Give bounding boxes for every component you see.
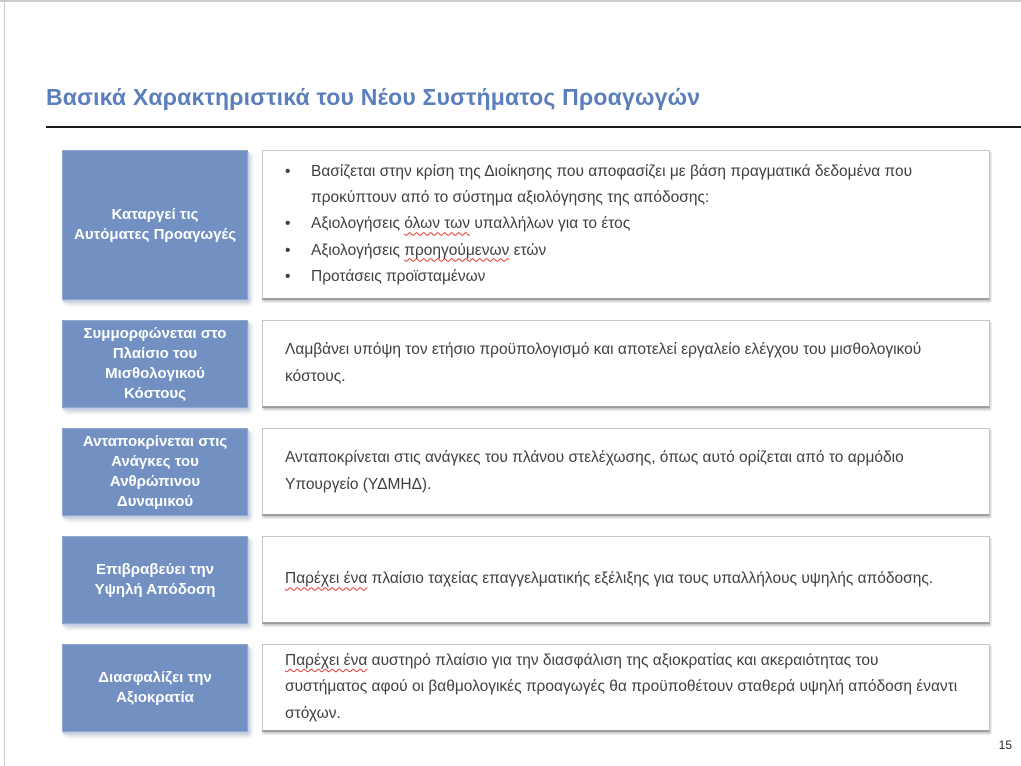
feature-rows bbox=[62, 150, 990, 732]
feature-label-box bbox=[62, 536, 248, 624]
slide-top-border bbox=[0, 0, 1021, 2]
content-paragraph bbox=[285, 445, 963, 498]
bullet-text bbox=[311, 238, 963, 264]
bullet-item bbox=[285, 264, 963, 290]
page-number: 15 bbox=[998, 738, 1012, 752]
content-paragraph bbox=[285, 337, 963, 390]
bullet-item bbox=[285, 238, 963, 264]
feature-content-box bbox=[262, 536, 990, 624]
bullet-list bbox=[285, 159, 963, 291]
content-paragraph bbox=[285, 648, 963, 727]
text-segment: Λαμβάνει υπόψη τον ετήσιο προϋπολογισμό και αποτελεί εργαλείο ελέγχου του μισθολογικού κόστους. bbox=[285, 341, 922, 385]
feature-content-box bbox=[262, 644, 990, 732]
bullet-text bbox=[311, 264, 963, 290]
misspelled-text: όλων των bbox=[404, 215, 471, 233]
feature-label-text: Διασφαλίζει την Αξιοκρατία bbox=[98, 668, 212, 706]
feature-label-box bbox=[62, 644, 248, 732]
feature-label-text: Καταργεί τις Αυτόματες Προαγωγές bbox=[73, 205, 237, 243]
text-segment: υπαλλήλων για το έτος bbox=[470, 215, 631, 233]
feature-content-box bbox=[262, 320, 990, 408]
bullet-item bbox=[285, 211, 963, 237]
bullet-icon: • bbox=[285, 215, 291, 233]
feature-content-box bbox=[262, 428, 990, 516]
text-segment: Αξιολογήσεις bbox=[311, 215, 405, 233]
feature-row bbox=[62, 644, 990, 732]
text-segment: Ανταποκρίνεται στις ανάγκες του πλάνου στελέχωσης, όπως αυτό ορίζεται από το αρμόδιο Υπουργείο (ΥΔΜΗΔ). bbox=[285, 449, 904, 493]
bullet-text bbox=[311, 159, 963, 212]
feature-label-text: Επιβραβεύει την Υψηλή Απόδοση bbox=[94, 560, 216, 598]
content-paragraph bbox=[285, 566, 963, 592]
bullet-text bbox=[311, 211, 963, 237]
misspelled-text: Παρέχει ένα bbox=[285, 651, 368, 669]
bullet-icon: • bbox=[285, 241, 291, 259]
text-segment: ετών bbox=[509, 241, 547, 259]
slide-left-border bbox=[4, 0, 5, 766]
feature-row bbox=[62, 150, 990, 300]
text-segment: πλαίσιο ταχείας επαγγελματικής εξέλιξης για τους υπαλλήλους υψηλής απόδοσης. bbox=[367, 570, 934, 588]
bullet-icon: • bbox=[285, 268, 291, 286]
feature-label-box bbox=[62, 428, 248, 516]
text-segment: Βασίζεται στην κρίση της Διοίκησης που αποφασίζει με βάση πραγματικά δεδομένα που προκύπτουν από το σύστημα αξιολόγησης της απόδοσης: bbox=[311, 162, 913, 206]
feature-label-box bbox=[62, 320, 248, 408]
misspelled-text: προηγούμενων bbox=[404, 241, 510, 259]
feature-label-text: Ανταποκρίνεται στις Ανάγκες του Ανθρώπινου Δυναμικού bbox=[82, 432, 228, 511]
text-segment: Αξιολογήσεις bbox=[311, 241, 405, 259]
misspelled-text: Παρέχει ένα bbox=[285, 570, 368, 588]
text-segment: αυστηρό πλαίσιο για την διασφάλιση της αξιοκρατίας και ακεραιότητας του συστήματος αφού οι βαθμολογικές προαγωγές θα προϋποθέτουν σταθερά υψηλή απόδοση έναντι στόχων. bbox=[285, 651, 958, 722]
feature-row bbox=[62, 320, 990, 408]
slide-title: Βασικά Χαρακτηριστικά του Νέου Συστήματος Προαγωγών bbox=[46, 84, 701, 110]
feature-label-box bbox=[62, 150, 248, 300]
feature-content-box bbox=[262, 150, 990, 300]
feature-row bbox=[62, 536, 990, 624]
feature-row bbox=[62, 428, 990, 516]
bullet-icon: • bbox=[285, 162, 291, 180]
title-underline-rule bbox=[46, 126, 1021, 128]
text-segment: Προτάσεις προϊσταμένων bbox=[311, 268, 486, 286]
feature-label-text: Συμμορφώνεται στο Πλαίσιο του Μισθολογικού Κόστους bbox=[83, 324, 227, 403]
bullet-item bbox=[285, 159, 963, 212]
